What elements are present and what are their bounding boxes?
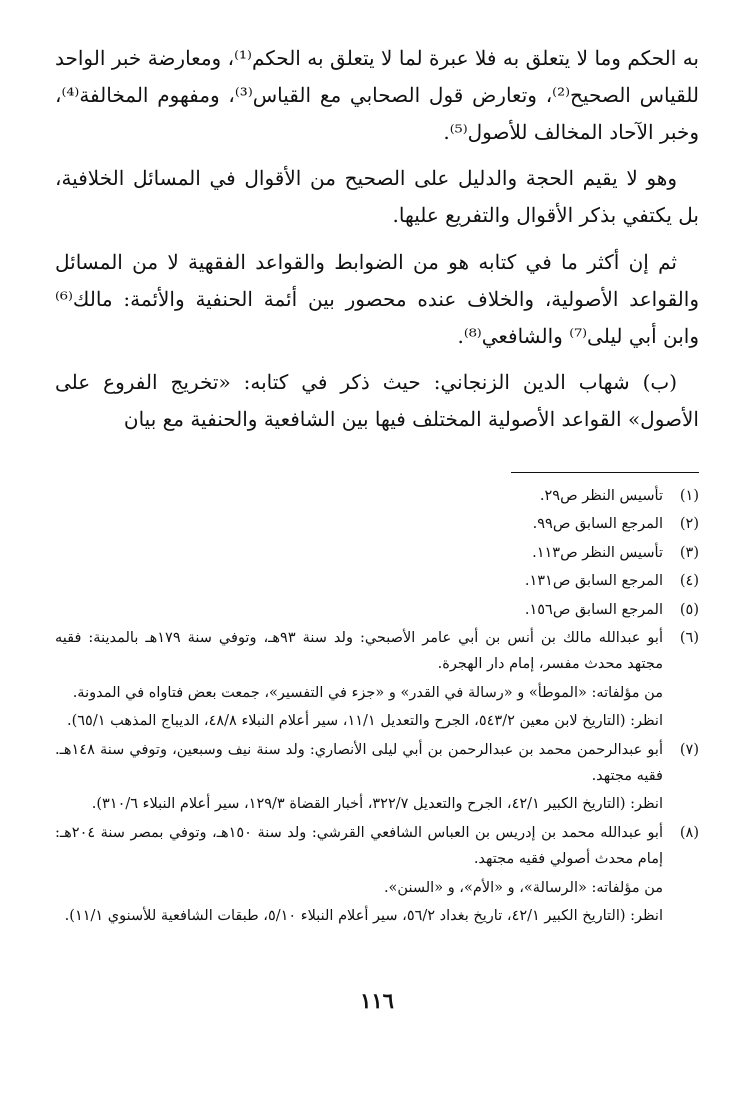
footnote-number: (٣) <box>679 544 699 561</box>
footnote-number: (٧) <box>679 741 699 758</box>
footnote-text: تأسيس النظر ص٢٩. <box>539 487 663 504</box>
footnote-text: المرجع السابق ص١٥٦. <box>524 601 663 618</box>
footnote-4 <box>55 568 699 596</box>
paragraph-3: ثم إن أكثر ما في كتابه هو من الضوابط والقواعد الفقهية لا من المسائل والقواعد الأصولية، والخلاف عنده محصور بين أئمة الحنفية والأئمة: مالك⁽⁶⁾ وابن أبي ليلى⁽⁷⁾ والشافعي⁽⁸⁾. <box>55 249 699 348</box>
paragraph-2: وهو لا يقيم الحجة والدليل على الصحيح من الأقوال في المسائل الخلافية، بل يكتفي بذكر الأقوال والتفريع عليها. <box>55 166 699 228</box>
book-page <box>55 40 699 931</box>
footnote-3 <box>55 540 699 568</box>
footnote-number: (٨) <box>679 824 699 841</box>
main-text <box>55 40 699 438</box>
footnote-text: أبو عبدالله مالك بن أنس بن أبي عامر الأصبحي: ولد سنة ٩٣هـ، وتوفي سنة ١٧٩هـ بالمدينة: فقيه مجتهد محدث مفسر، إمام دار الهجرة. <box>55 630 663 673</box>
footnote-number: (٥) <box>679 601 699 618</box>
footnotes <box>55 483 699 932</box>
footnote-separator <box>511 472 699 473</box>
footnote-number: (٢) <box>679 516 699 533</box>
footnote-7 <box>55 737 699 820</box>
footnote-text: انظر: (التاريخ لابن معين ٥٤٣/٢، الجرح والتعديل ١١/١، سير أعلام النبلاء ٤٨/٨، الديباج المذهب ٦٥/١). <box>66 713 663 730</box>
footnote-5 <box>55 597 699 625</box>
footnote-number: (٦) <box>679 630 699 646</box>
footnote-text: تأسيس النظر ص١١٣. <box>532 544 663 561</box>
footnote-text: أبو عبدالرحمن محمد بن عبدالرحمن بن أبي ليلى الأنصاري: ولد سنة نيف وسبعين، وتوفي سنة ١٤٨هـ. فقيه مجتهد. <box>55 741 663 785</box>
footnote-text: المرجع السابق ص٩٩. <box>532 516 663 533</box>
footnote-number: (١) <box>679 487 699 504</box>
page-number: ١١٦ <box>360 988 394 1013</box>
footnote-text: المرجع السابق ص١٣١. <box>524 573 663 590</box>
paragraph-4: (ب) شهاب الدين الزنجاني: حيث ذكر في كتابه: «تخريج الفروع على الأصول» القواعد الأصولية المختلف فيها بين الشافعية والحنفية مع بيان <box>55 370 699 432</box>
footnote-number: (٤) <box>679 573 699 590</box>
footnote-2 <box>55 511 699 539</box>
footnote-1 <box>55 483 699 511</box>
footnote-6 <box>55 625 699 737</box>
footnote-text: انظر: (التاريخ الكبير ٤٢/١، الجرح والتعديل ٣٢٢/٧، أخبار القضاة ١٢٩/٣، سير أعلام النبلاء ٣١٠/٦). <box>91 796 663 813</box>
footnote-text: من مؤلفاته: «الموطأ» و «رسالة في القدر» و «جزء في التفسير»، جمعت بعض فتاواه في المدونة. <box>72 684 663 701</box>
footnote-8 <box>55 820 699 932</box>
paragraph-1: به الحكم وما لا يتعلق به فلا عبرة لما لا يتعلق به الحكم⁽¹⁾، ومعارضة خبر الواحد للقياس الصحيح⁽²⁾، وتعارض قول الصحابي مع القياس⁽³⁾، ومفهوم المخالفة⁽⁴⁾، وخبر الآحاد المخالف للأصول⁽⁵⁾. <box>55 46 699 144</box>
footnote-text: أبو عبدالله محمد بن إدريس بن العباس الشافعي القرشي: ولد سنة ١٥٠هـ، وتوفي بمصر سنة ٢٠٤هـ: إمام محدث أصولي فقيه مجتهد. <box>55 824 663 868</box>
footnote-text: انظر: (التاريخ الكبير ٤٢/١، تاريخ بغداد ٥٦/٢، سير أعلام النبلاء ٥/١٠، طبقات الشافعية للأسنوي ١١/١). <box>64 908 663 925</box>
footnote-text: من مؤلفاته: «الرسالة»، و «الأم»، و «السنن». <box>383 879 663 896</box>
